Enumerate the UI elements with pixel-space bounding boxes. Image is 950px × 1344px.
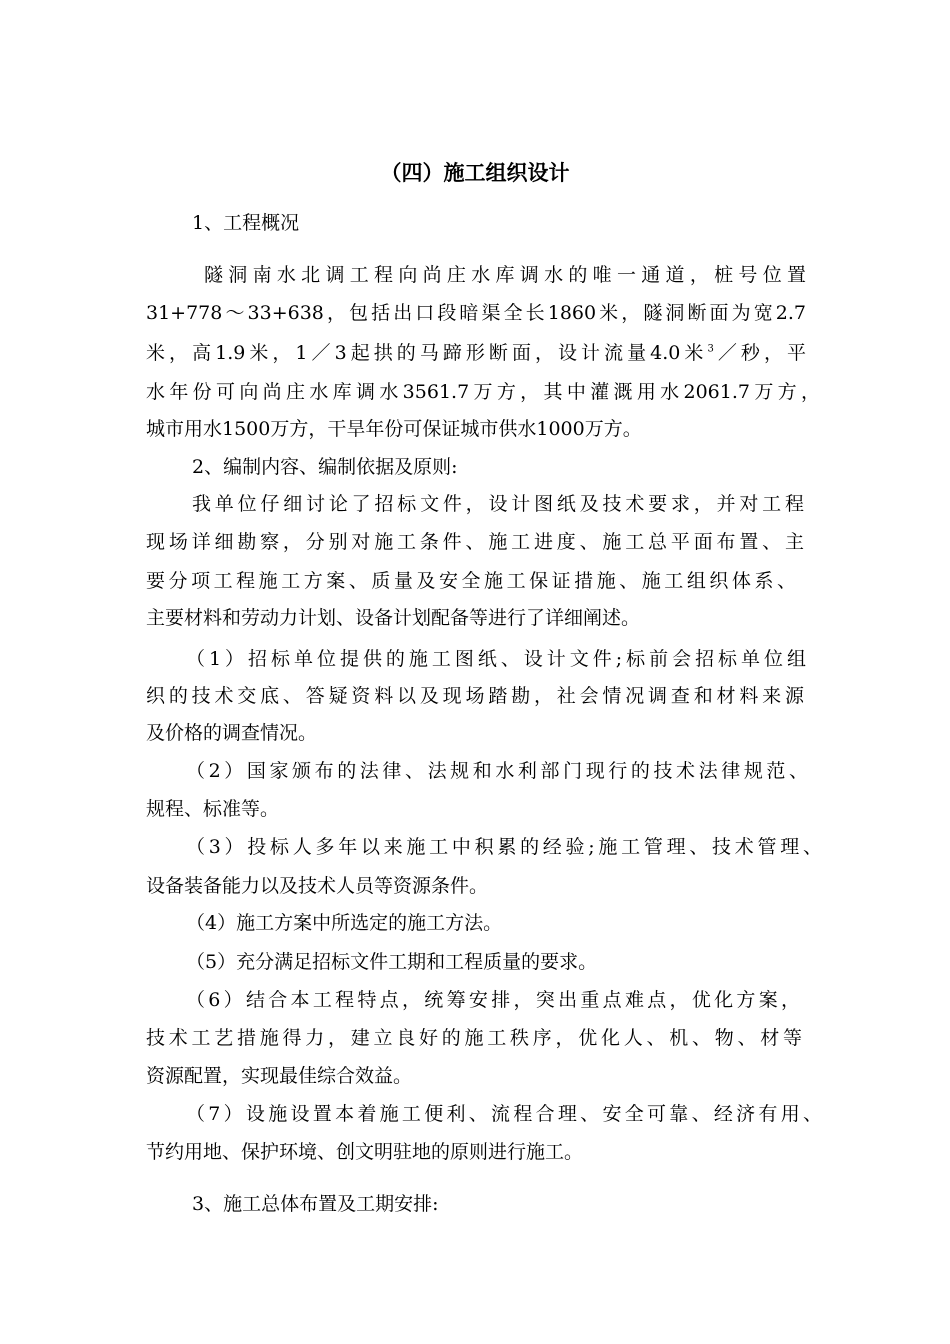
list-item-line: 节约用地、保护环境、创文明驻地的原则进行施工。 (146, 1141, 584, 1163)
text-fragment: 米，高1.9米，1／3起拱的马蹄形断面，设计流量4.0米 (146, 342, 708, 364)
list-item-line: （6）结合本工程特点，统筹安排，突出重点难点，优化方案， (186, 989, 800, 1011)
list-item-line: 技术工艺措施得力，建立良好的施工秩序，优化人、机、物、材等 (146, 1027, 802, 1049)
list-item-line: （4）施工方案中所选定的施工方法。 (186, 912, 503, 934)
paragraph-line: 31+778～33+638，包括出口段暗渠全长1860米，隧洞断面为宽2.7 (146, 302, 806, 324)
section-heading-layout: 3、施工总体布置及工期安排: (192, 1193, 439, 1215)
list-item-line: （2）国家颁布的法律、法规和水利部门现行的技术法律规范、 (186, 760, 808, 782)
paragraph-line: 水年份可向尚庄水库调水3561.7万方，其中灌溉用水2061.7万方， (146, 381, 820, 403)
paragraph-line: 城市用水1500万方，干旱年份可保证城市供水1000万方。 (146, 418, 642, 440)
paragraph-line: 主要材料和劳动力计划、设备计划配备等进行了详细阐述。 (146, 607, 641, 629)
list-item-line: （7）设施设置本着施工便利、流程合理、安全可靠、经济有用、 (186, 1103, 822, 1125)
paragraph-line: 我单位仔细讨论了招标文件，设计图纸及技术要求，并对工程 (192, 493, 804, 515)
list-item-line: （3）投标人多年以来施工中积累的经验;施工管理、技术管理、 (186, 836, 822, 858)
list-item-line: 规程、标准等。 (146, 798, 280, 820)
list-item-line: 设备装备能力以及技术人员等资源条件。 (146, 875, 489, 897)
list-item-line: 织的技术交底、答疑资料以及现场踏勘，社会情况调查和材料来源 (146, 685, 804, 707)
section-heading-overview: 1、工程概况 (192, 212, 300, 234)
list-item-line: （5）充分满足招标文件工期和工程质量的要求。 (186, 951, 598, 973)
paragraph-line: 隧洞南水北调工程向尚庄水库调水的唯一通道，桩号位置 (204, 264, 806, 286)
list-item-line: 及价格的调查情况。 (146, 722, 318, 744)
text-fragment: ／秒，平 (713, 342, 806, 364)
list-item-line: 资源配置，实现最佳综合效益。 (146, 1065, 413, 1087)
paragraph-line (146, 338, 806, 368)
paragraph-line: 要分项工程施工方案、质量及安全施工保证措施、施工组织体系、 (146, 570, 796, 592)
document-title: （四）施工组织设计 (380, 161, 570, 185)
section-heading-basis: 2、编制内容、编制依据及原则: (192, 456, 458, 478)
list-item-line: （1）招标单位提供的施工图纸、设计文件;标前会招标单位组 (186, 648, 806, 670)
superscript: 3 (707, 343, 714, 355)
paragraph-line: 现场详细勘察，分别对施工条件、施工进度、施工总平面布置、主 (146, 531, 804, 553)
